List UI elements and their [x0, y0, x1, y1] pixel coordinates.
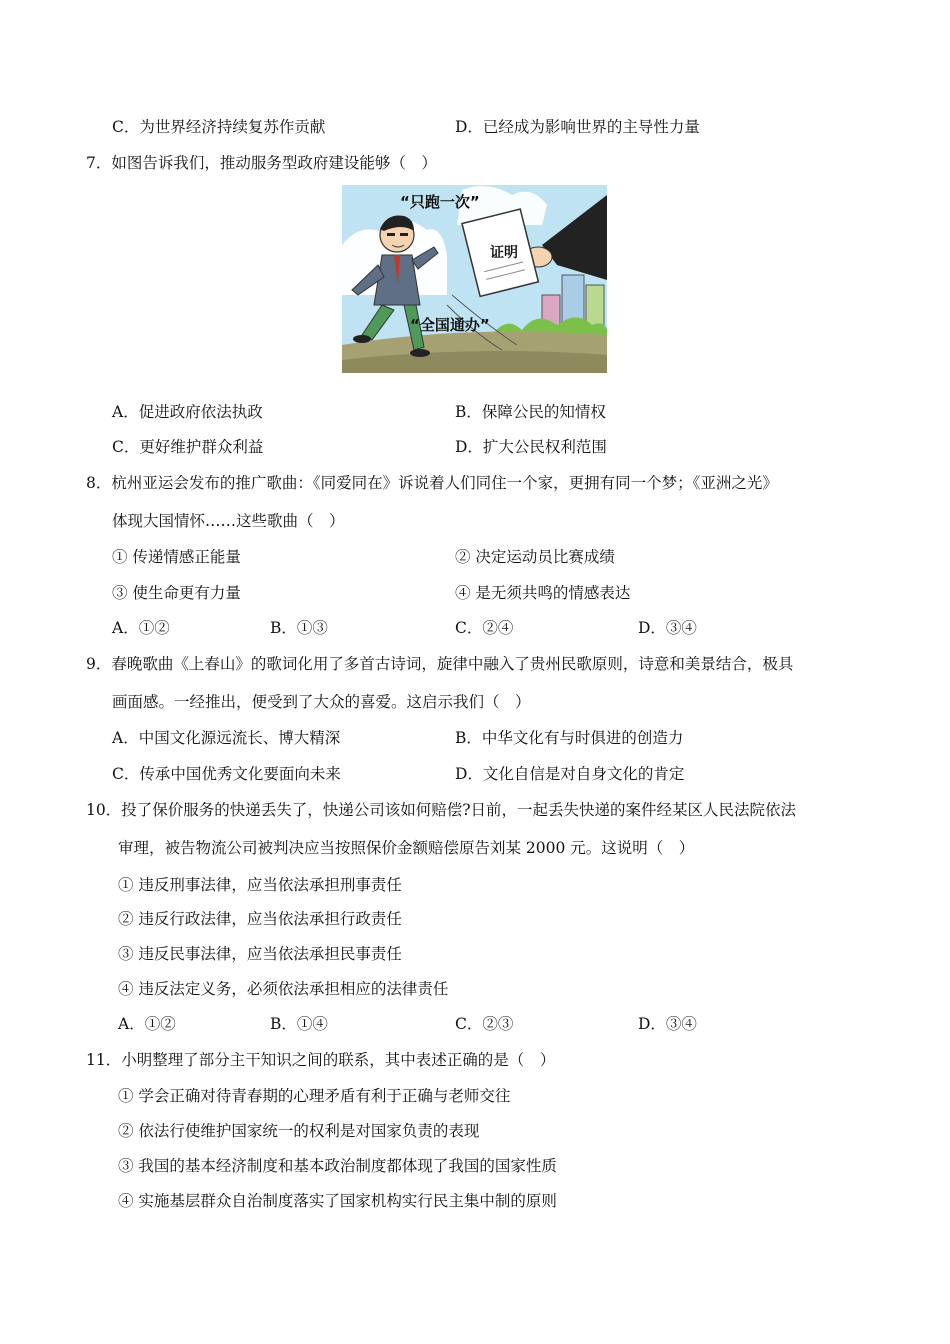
q7-option-c: C．更好维护群众利益 — [112, 438, 264, 456]
q6-option-c: C．为世界经济持续复苏作贡献 — [112, 118, 326, 136]
q10-option-b: B．①④ — [270, 1015, 328, 1033]
q10-option-a: A．①② — [118, 1015, 176, 1033]
q10-statement-3: ③ 违反民事法律，应当依法承担民事责任 — [118, 945, 402, 963]
q10-option-c: C．②③ — [455, 1015, 514, 1033]
q10-statement-4: ④ 违反法定义务，必须依法承担相应的法律责任 — [118, 980, 449, 998]
q11-stem: 11．小明整理了部分主干知识之间的联系，其中表述正确的是（ ） — [86, 1051, 556, 1069]
q9-option-d: D．文化自信是对自身文化的肯定 — [455, 765, 685, 783]
q10-stem-line2: 审理，被告物流公司被判决应当按照保价金额赔偿原告刘某 2000 元。这说明（ ） — [118, 839, 695, 857]
q9-option-b: B．中华文化有与时俱进的创造力 — [455, 729, 684, 747]
q8-stem-line1: 8．杭州亚运会发布的推广歌曲：《同爱同在》诉说着人们同住一个家，更拥有同一个梦；《亚洲之光》 — [86, 474, 778, 492]
q7-option-d: D．扩大公民权利范围 — [455, 438, 607, 456]
q7-cartoon-caption-bottom: “全国通办” — [410, 316, 490, 334]
q9-option-c: C．传承中国优秀文化要面向未来 — [112, 765, 341, 783]
q10-statement-1: ① 违反刑事法律，应当依法承担刑事责任 — [118, 876, 402, 894]
q7-cartoon-caption-top: “只跑一次” — [400, 193, 480, 211]
q10-statement-2: ② 违反行政法律，应当依法承担行政责任 — [118, 910, 402, 928]
q8-stem-line2: 体现大国情怀……这些歌曲（ ） — [112, 512, 345, 530]
q9-option-a: A．中国文化源远流长、博大精深 — [112, 729, 341, 747]
q8-statement-4: ④ 是无须共鸣的情感表达 — [455, 584, 631, 602]
q8-statement-1: ① 传递情感正能量 — [112, 548, 241, 566]
q6-option-d: D．已经成为影响世界的主导性力量 — [455, 118, 700, 136]
q11-statement-3: ③ 我国的基本经济制度和基本政治制度都体现了我国的国家性质 — [118, 1157, 557, 1175]
q7-stem: 7．如图告诉我们，推动服务型政府建设能够（ ） — [86, 154, 437, 172]
q7-cartoon-doc-label: 证明 — [490, 245, 518, 261]
q9-stem-line1: 9．春晚歌曲《上春山》的歌词化用了多首古诗词，旋律中融入了贵州民歌原则，诗意和美景结合，极具 — [86, 655, 794, 673]
q8-statement-2: ② 决定运动员比赛成绩 — [455, 548, 615, 566]
q8-option-d: D．③④ — [638, 619, 697, 637]
q8-option-a: A．①② — [112, 619, 170, 637]
q11-statement-1: ① 学会正确对待青春期的心理矛盾有利于正确与老师交往 — [118, 1087, 511, 1105]
q7-option-b: B．保障公民的知情权 — [455, 403, 606, 421]
q11-statement-4: ④ 实施基层群众自治制度落实了国家机构实行民主集中制的原则 — [118, 1192, 557, 1210]
q10-stem-line1: 10．投了保价服务的快递丢失了，快递公司该如何赔偿?日前，一起丢失快递的案件经某区人民法院依法 — [86, 801, 797, 819]
q7-option-a: A．促进政府依法执政 — [112, 403, 263, 421]
q11-statement-2: ② 依法行使维护国家统一的权利是对国家负责的表现 — [118, 1122, 480, 1140]
q10-option-d: D．③④ — [638, 1015, 697, 1033]
q9-stem-line2: 画面感。一经推出，便受到了大众的喜爱。这启示我们（ ） — [112, 693, 531, 711]
q8-option-b: B．①③ — [270, 619, 328, 637]
q7-cartoon-image — [342, 185, 607, 373]
q8-statement-3: ③ 使生命更有力量 — [112, 584, 241, 602]
q8-option-c: C．②④ — [455, 619, 514, 637]
